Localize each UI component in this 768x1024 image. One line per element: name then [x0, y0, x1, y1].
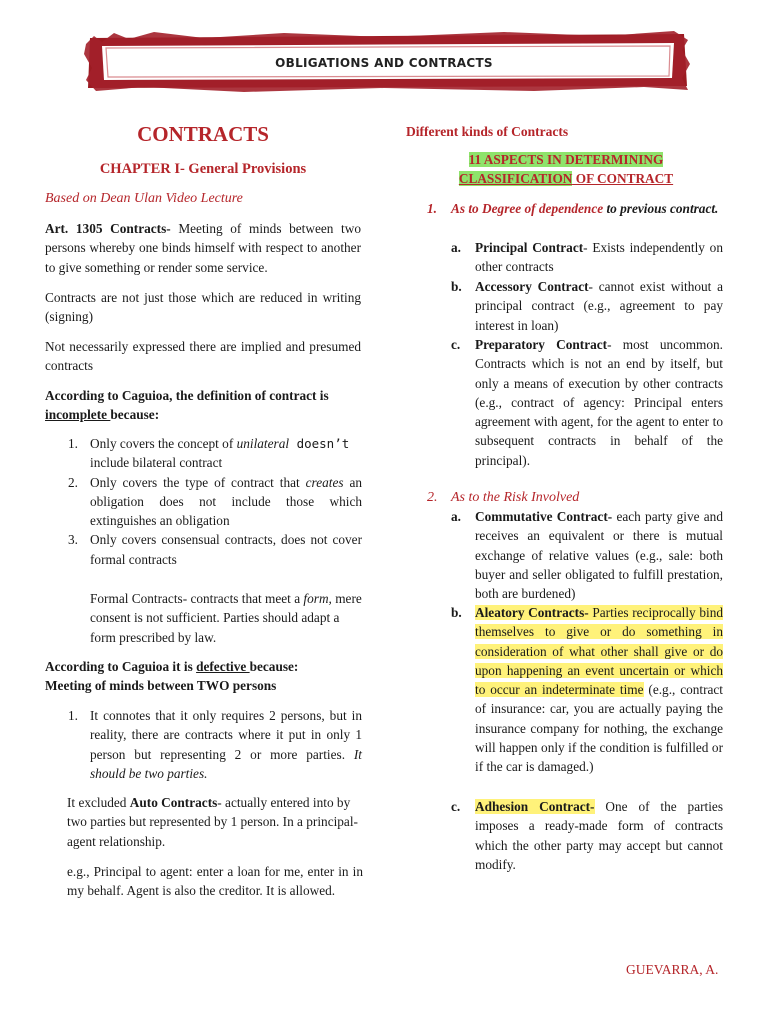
text: - most uncommon. Contracts which is not an end by itself, but only a means of execution by other contracts (e.g., contract of agency: Principal enters agreement with agent, for the agent to enter to subsequent contracts in behalf of the principal).	[475, 337, 723, 468]
text: - Exists independently on other contracts	[475, 240, 723, 275]
text: Principal Contract	[475, 240, 584, 255]
text: mere consent is not sufficient. Parties should adapt a form prescribed by law.	[90, 591, 362, 645]
text: a.	[451, 509, 461, 524]
defective-reasons-list	[68, 706, 362, 783]
heading-text: because:	[110, 407, 160, 423]
page-title: CONTRACTS	[137, 122, 269, 146]
lecture-source: Based on Dean Ulan Video Lecture	[45, 191, 243, 206]
article-label: Art. 1305 Contracts-	[45, 221, 171, 236]
aspect-1-heading	[427, 199, 723, 218]
list-item: 1. Only covers the concept of unilateral doesn’t include bilateral contract	[68, 436, 350, 471]
article-text: Meeting of minds between two persons whereby one binds himself with respect to another to give something or render some service.	[45, 221, 362, 275]
text: unilateral	[236, 436, 290, 451]
text: It connotes that it only requires 2 persons, but in reality, there are contracts where it put in only 1 person but representing 2 or more parties.	[90, 708, 362, 762]
text: 2.	[427, 490, 438, 505]
item-principal-contract	[451, 238, 723, 277]
aspects-heading	[440, 150, 692, 189]
text: 11 ASPECTS IN DETERMINING	[468, 152, 664, 167]
text: OF CONTRACT	[572, 171, 674, 187]
text: Formal Contracts- contracts that meet a	[90, 591, 304, 606]
text: As to Degree of dependence	[451, 201, 604, 216]
text: One of the parties imposes a ready-made form of contracts which the other party may accept but cannot modify.	[475, 799, 724, 872]
example-note: e.g., Principal to agent: enter a loan for me, enter in in my behalf. Agent is also the creditor. It is allowed.	[67, 864, 363, 899]
text: Parties reciprocally bind themselves to give or do something in consideration of what other shall give or do upon happening an event uncertain or which to occur an indeterminate time	[475, 605, 724, 698]
text: Adhesion Contract-	[475, 799, 595, 814]
text: creates	[305, 474, 344, 490]
text: Preparatory Contract	[475, 337, 608, 352]
text: Only covers consensual contracts, does not cover formal contracts	[90, 532, 362, 567]
text: - actually entered into by two parties but represented by 1 person. In a principal- agent relationship.	[67, 795, 358, 849]
article-1305	[45, 219, 361, 277]
caguioa-incomplete-heading	[45, 386, 363, 425]
formal-contracts-note	[90, 589, 362, 647]
text: (e.g., contract of insurance: car, you are actually paying the insurance company for nothing, the exchange will happen only if the condition is fulfilled or if the car is damaged.)	[475, 682, 724, 775]
text: form,	[303, 591, 332, 606]
text: It excluded	[67, 795, 130, 810]
item-preparatory-contract	[451, 335, 723, 470]
text: include bilateral contract	[90, 455, 223, 471]
footer-author: GUEVARRA, A.	[626, 962, 719, 977]
incomplete-reasons-list	[68, 434, 363, 569]
text: According to Caguioa it is	[45, 659, 197, 674]
text: c.	[451, 337, 461, 352]
text: b.	[451, 279, 462, 294]
text: Only covers the type of contract that	[90, 474, 306, 490]
auto-contracts-note	[67, 793, 363, 851]
list-item: 1. It connotes that it only requires 2 persons, but in reality, there are contracts where it put in only 1 person but representing 2 or more parties. It should be two parties.	[68, 708, 362, 781]
list-item: 2. Only covers the type of contract that creates an obligation does not include those which extinguishes an obligation	[68, 474, 363, 529]
list-item: 3. Only covers consensual contracts, does not cover formal contracts	[68, 532, 362, 567]
text: an obligation does not include those which extinguishes an obligation	[90, 474, 363, 529]
caguioa-defective-heading	[45, 657, 363, 696]
text: b.	[451, 605, 462, 620]
heading-underlined: incomplete	[45, 407, 111, 423]
text: because:	[249, 659, 299, 674]
text: As to the Risk Involved	[451, 490, 580, 505]
text: Auto Contracts	[129, 795, 218, 810]
text: Accessory Contract	[475, 279, 589, 294]
text: each party give and receives an equivalent or there is mutual exchange of relative values (e.g., sale: both buyer and seller obligated to fulfill prestation, both are burdened)	[475, 509, 723, 602]
chapter-heading: CHAPTER I- General Provisions	[99, 161, 307, 177]
item-accessory-contract	[451, 277, 723, 335]
paragraph: Not necessarily expressed there are implied and presumed contracts	[45, 339, 361, 374]
aspect-2-heading	[427, 488, 580, 507]
text: defective	[196, 659, 250, 674]
text: Commutative Contract-	[475, 509, 613, 524]
item-aleatory-contract	[451, 603, 724, 777]
text: It should be two parties.	[90, 746, 362, 781]
heading-text: According to Caguioa, the definition of contract is	[45, 388, 329, 403]
text: Aleatory Contracts-	[475, 605, 589, 620]
text: - cannot exist without a principal contract (e.g., agreement to pay interest in loan)	[475, 279, 723, 333]
paragraph: Contracts are not just those which are reduced in writing (signing)	[45, 290, 361, 325]
text: Only covers the concept of	[90, 436, 237, 451]
item-commutative-contract	[451, 507, 723, 603]
item-adhesion-contract	[451, 797, 724, 874]
text: doesn’t	[289, 436, 350, 451]
section-heading-kinds: Different kinds of Contracts	[406, 124, 569, 139]
text: a.	[451, 240, 461, 255]
text: Meeting of minds between TWO persons	[45, 678, 277, 694]
text: to previous contract.	[603, 201, 719, 216]
text: CLASSIFICATION	[458, 171, 573, 187]
text: 1.	[427, 201, 437, 216]
header-title: OBLIGATIONS AND CONTRACTS	[275, 56, 493, 70]
text: c.	[451, 799, 461, 814]
